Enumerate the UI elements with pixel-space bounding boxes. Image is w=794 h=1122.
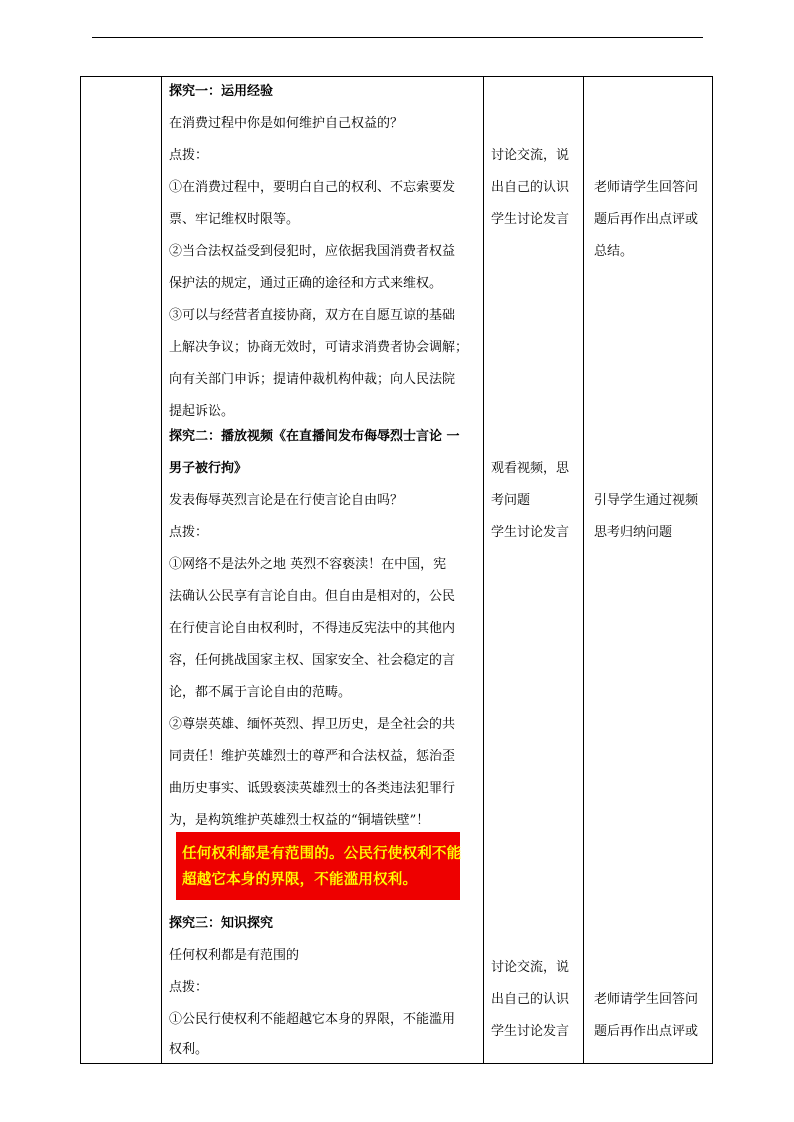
section2-line: 为，是构筑维护英雄烈士权益的“铜墙铁壁”！ [169, 813, 430, 828]
student-activity-line: 讨论交流，说 [491, 148, 570, 163]
lesson-table [80, 76, 713, 1064]
student-activity-line: 讨论交流，说 [491, 960, 570, 975]
banner-line: 任何权利都是有范围的。公民行使权利不能 [182, 846, 462, 862]
section2-line: 点拨： [169, 525, 209, 540]
section3-line: ①公民行使权利不能超越它本身的界限，不能滥用 [169, 1012, 456, 1027]
section2-heading: 男子被行拘》 [169, 461, 248, 476]
student-activity-line: 学生讨论发言 [491, 212, 570, 227]
section1-line: 提起诉讼。 [169, 404, 235, 419]
section2-line: 同责任！维护英雄烈士的尊严和合法权益，惩治歪 [169, 749, 456, 764]
section2-line: 容，任何挑战国家主权、国家安全、社会稳定的言 [169, 653, 456, 668]
teacher-activity-line: 思考归纳问题 [594, 525, 673, 540]
section1-heading: 探究一：运用经验 [169, 84, 274, 99]
section2-line: 曲历史事实、诋毁亵渎英雄烈士的各类违法犯罪行 [169, 781, 456, 796]
section3-line: 点拨： [169, 980, 209, 995]
section2-line: ②尊崇英雄、缅怀英烈、捍卫历史，是全社会的共 [169, 717, 456, 732]
student-activity-line: 学生讨论发言 [491, 1024, 570, 1039]
section1-line: 向有关部门申诉；提请仲裁机构仲裁；向人民法院 [169, 372, 456, 387]
section2-line: 法确认公民享有言论自由。但自由是相对的，公民 [169, 589, 456, 604]
teacher-activity-line: 老师请学生回答问 [594, 180, 699, 195]
student-activity-line: 出自己的认识 [491, 180, 570, 195]
section1-line: 上解决争议；协商无效时，可请求消费者协会调解； [169, 340, 469, 355]
section1-line: 点拨： [169, 148, 209, 163]
teacher-activity-line: 题后再作出点评或 [594, 212, 699, 227]
section1-line: ②当合法权益受到侵犯时，应依据我国消费者权益 [169, 244, 456, 259]
teacher-activity-line: 题后再作出点评或 [594, 1024, 699, 1039]
banner-line: 超越它本身的界限，不能滥用权利。 [182, 872, 418, 888]
content-cell [162, 77, 483, 1063]
section2-line: 论，都不属于言论自由的范畴。 [169, 685, 352, 700]
section1-line: 在消费过程中你是如何维护自己权益的？ [169, 116, 404, 131]
student-activity-line: 出自己的认识 [491, 992, 570, 1007]
student-activity-line: 考问题 [491, 493, 531, 508]
section3-line: 权利。 [169, 1042, 209, 1057]
student-activity-line: 学生讨论发言 [491, 525, 570, 540]
page-header-rule [92, 37, 703, 38]
section2-line: 在行使言论自由权利时，不得违反宪法中的其他内 [169, 621, 456, 636]
section2-heading: 探究二：播放视频《在直播间发布侮辱烈士言论 一 [169, 429, 460, 444]
section2-line: 发表侮辱英烈言论是在行使言论自由吗？ [169, 493, 404, 508]
section1-line: ①在消费过程中，要明白自己的权利、不忘索要发 [169, 180, 456, 195]
section1-line: 票、牢记维权时限等。 [169, 212, 300, 227]
section1-line: 保护法的规定，通过正确的途径和方式来维权。 [169, 276, 443, 291]
section2-line: ①网络不是法外之地 英烈不容亵渎！在中国，宪 [169, 557, 447, 572]
teacher-activity-line: 引导学生通过视频 [594, 493, 699, 508]
teacher-activity-line: 老师请学生回答问 [594, 992, 699, 1007]
section1-line: ③可以与经营者直接协商，双方在自愿互谅的基础 [169, 308, 456, 323]
key-point-banner [176, 832, 460, 900]
section3-heading: 探究三：知识探究 [169, 916, 274, 931]
student-activity-cell [484, 77, 583, 1063]
teacher-activity-cell [584, 77, 712, 1063]
student-activity-line: 观看视频，思 [491, 461, 570, 476]
section3-line: 任何权利都是有范围的 [169, 948, 300, 963]
teacher-activity-line: 总结。 [594, 244, 634, 259]
